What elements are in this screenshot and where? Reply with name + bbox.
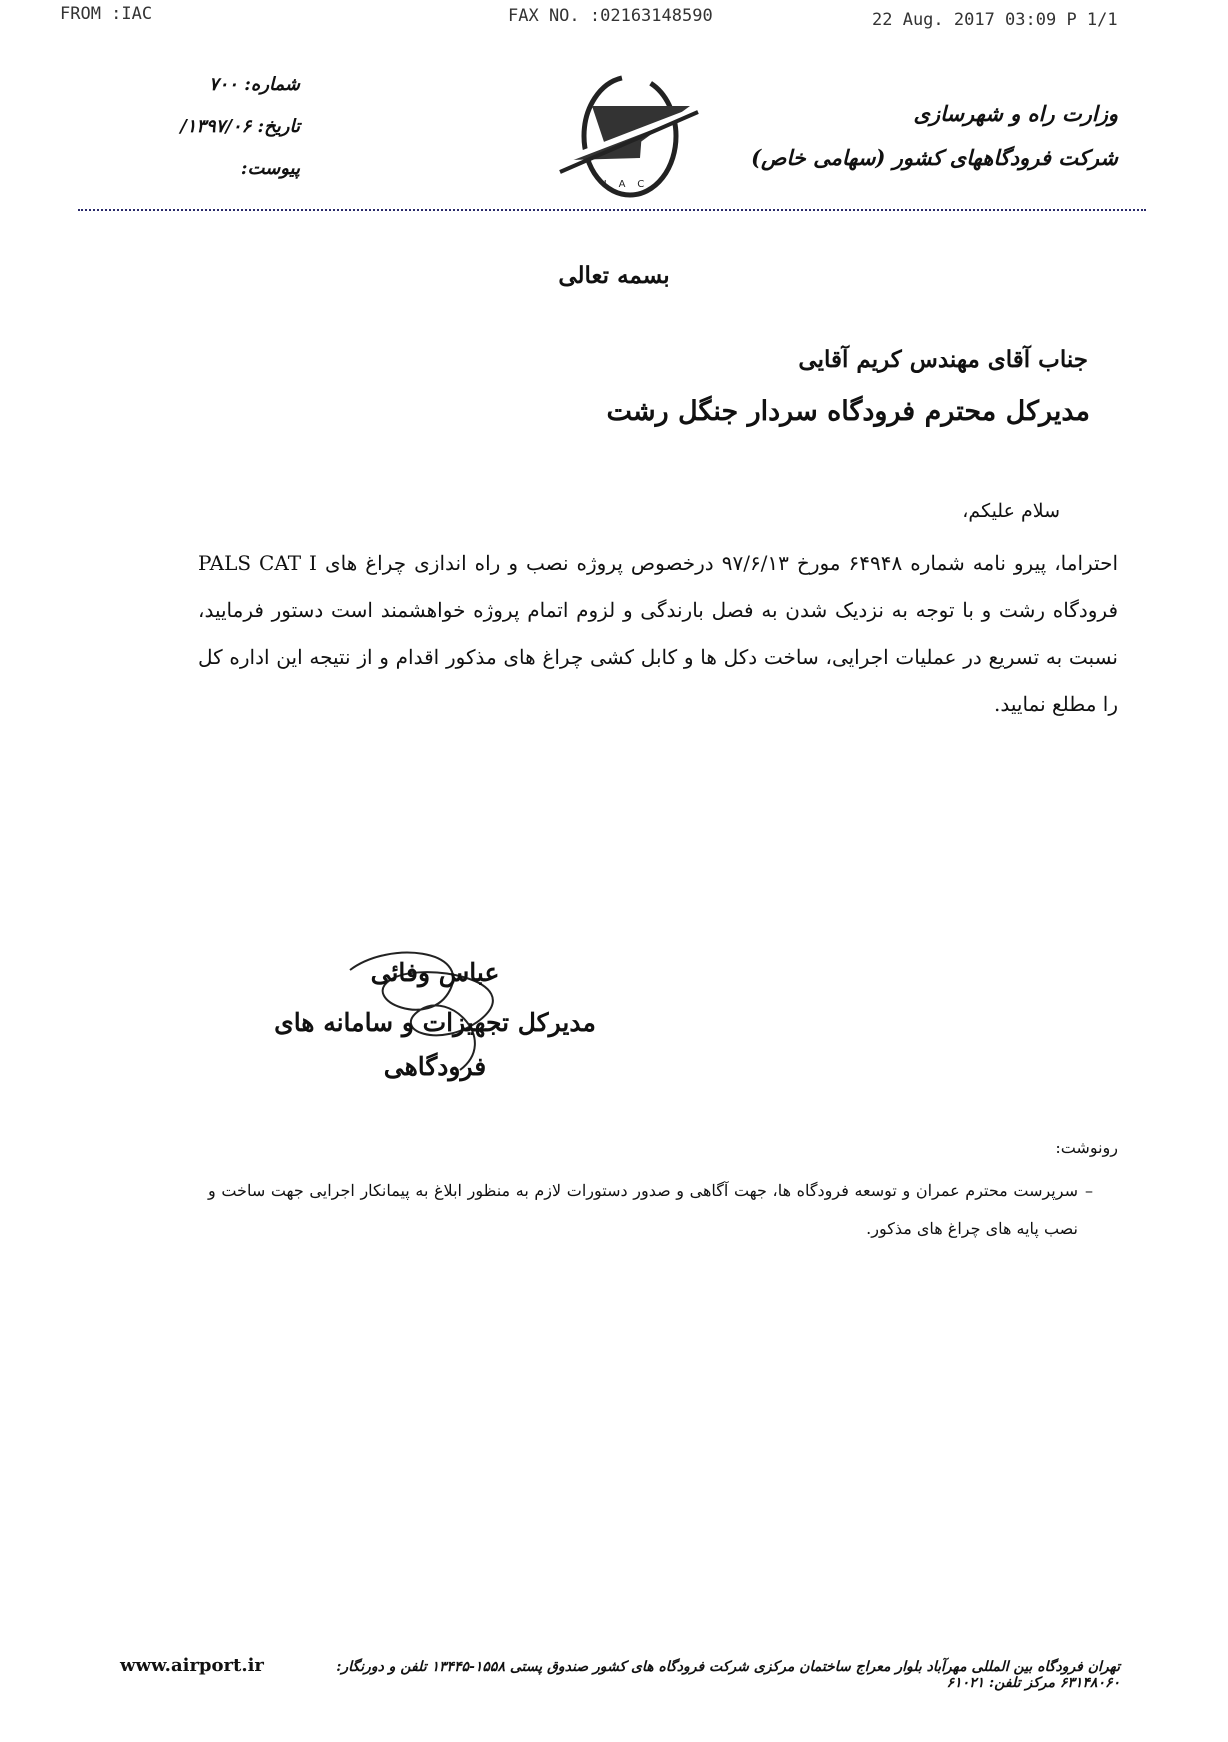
fax-from: FROM :IAC bbox=[60, 4, 153, 24]
footer-website: www.airport.ir bbox=[120, 1655, 264, 1676]
signatory-title: مدیرکل تجهیزات و سامانه های فرودگاهی bbox=[274, 1008, 596, 1081]
letter-attachment: پیوست: bbox=[240, 158, 300, 179]
addressee-name: جناب آقای مهندس کریم آقایی bbox=[798, 346, 1088, 373]
letter-number: شماره: ۷۰۰ bbox=[208, 74, 300, 95]
bismillah: بسمه تعالی bbox=[558, 262, 670, 289]
ministry-name: وزارت راه و شهرسازی bbox=[913, 101, 1118, 126]
logo-text: IAC bbox=[603, 179, 657, 190]
cc-item: سرپرست محترم عمران و توسعه فرودگاه ها، جهت آگاهی و صدور دستورات لازم به منظور ابلاغ به پیمانکار اجرایی جهت ساخت و نصب پایه های چراغ های مذکور. bbox=[208, 1181, 1078, 1238]
footer-address: تهران فرودگاه بین المللی مهرآباد بلوار معراج ساختمان مرکزی شرکت فرودگاه های کشور صندوق پستی ۱۵۵۸-۱۳۴۴۵ تلفن و دورنگار: ۶۳۱۴۸۰۶۰ مرکز تلفن: ۶۱۰۲۱ bbox=[336, 1659, 1120, 1691]
letter-body: احتراما، پیرو نامه شماره ۶۴۹۴۸ مورخ ۹۷/۶/۱۳ درخصوص پروژه نصب و راه اندازی چراغ های PALS CAT I فرودگاه رشت و با توجه به نزدیک شدن به فصل بارندگی و لزوم اتمام پروژه خواهشمند است دستور فرمایید، نسبت به تسریع در عملیات اجرایی، ساخت دکل ها و کابل کشی چراغ های مذکور اقدام و از نتیجه این اداره کل را مطلع نمایید. bbox=[198, 551, 1119, 716]
fax-datetime: 22 Aug. 2017 03:09 P 1/1 bbox=[872, 10, 1118, 30]
cc-label: رونوشت: bbox=[1055, 1138, 1118, 1157]
iac-logo bbox=[530, 72, 730, 202]
company-name: شرکت فرودگاههای کشور (سهامی خاص) bbox=[751, 145, 1118, 170]
greeting: سلام علیکم، bbox=[962, 500, 1060, 522]
signature-block bbox=[270, 945, 600, 1089]
fax-number: FAX NO. :02163148590 bbox=[508, 6, 713, 26]
footer bbox=[120, 1655, 1120, 1691]
header-divider bbox=[78, 209, 1146, 211]
letter-meta bbox=[150, 64, 300, 190]
addressee-title: مدیرکل محترم فرودگاه سردار جنگل رشت bbox=[606, 396, 1090, 427]
letterhead-org bbox=[751, 92, 1118, 180]
letter-date: تاریخ: ۱۳۹۷/۰۶/ bbox=[180, 116, 300, 137]
cc-bullet: – bbox=[1085, 1181, 1093, 1200]
signatory-name: عباس وفائی bbox=[370, 958, 500, 987]
